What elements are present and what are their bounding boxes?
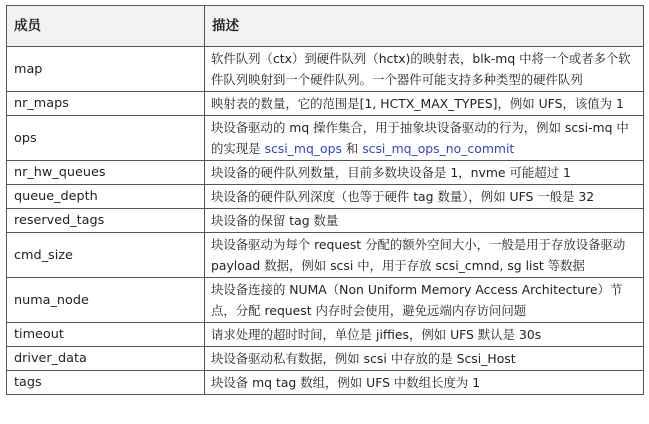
- table-row: [7, 233, 644, 278]
- description-cell: 块设备连接的 NUMA（Non Uniform Memory Access Architecture）节点，分配 request 内存时会使用，避免远端内存访问问题: [205, 278, 644, 323]
- description-text: 和: [341, 141, 363, 156]
- blk-mq-tag-set-table: [6, 5, 644, 395]
- description-cell: 软件队列（ctx）到硬件队列（hctx)的映射表，blk-mq 中将一个或者多个软件队列映射到一个硬件队列。一个器件可能支持多种类型的硬件队列: [205, 47, 644, 92]
- member-cell: nr_maps: [7, 92, 205, 116]
- description-cell: 块设备驱动为每个 request 分配的额外空间大小，一般是用于存放设备驱动 payload 数据，例如 scsi 中，用于存放 scsi_cmnd, sg list 等数据: [205, 233, 644, 278]
- member-cell: map: [7, 47, 205, 92]
- description-cell: 块设备的保留 tag 数量: [205, 209, 644, 233]
- member-cell: queue_depth: [7, 185, 205, 209]
- description-cell: 块设备的硬件队列数量，目前多数块设备是 1，nvme 可能超过 1: [205, 161, 644, 185]
- table-row: [7, 347, 644, 371]
- scsi-mq-ops-no-commit-link[interactable]: scsi_mq_ops_no_commit: [362, 141, 515, 156]
- member-cell: numa_node: [7, 278, 205, 323]
- description-text: 块设备驱动的 mq 操作集合，用于抽象块设备驱动的行为，例如 scsi-mq 中的实现是: [211, 120, 629, 156]
- member-cell: nr_hw_queues: [7, 161, 205, 185]
- table-row: [7, 278, 644, 323]
- member-cell: cmd_size: [7, 233, 205, 278]
- table-row: [7, 323, 644, 347]
- member-cell: ops: [7, 116, 205, 161]
- table-row: [7, 92, 644, 116]
- header-member: 成员: [7, 6, 205, 47]
- header-description: 描述: [205, 6, 644, 47]
- description-cell: [205, 116, 644, 161]
- scsi-mq-ops-link[interactable]: scsi_mq_ops: [264, 141, 342, 156]
- member-cell: reserved_tags: [7, 209, 205, 233]
- table-row: [7, 161, 644, 185]
- description-cell: 块设备 mq tag 数组，例如 UFS 中数组长度为 1: [205, 371, 644, 395]
- description-cell: 块设备的硬件队列深度（也等于硬件 tag 数量），例如 UFS 一般是 32: [205, 185, 644, 209]
- table-row: [7, 185, 644, 209]
- header-row: [7, 6, 644, 47]
- member-cell: driver_data: [7, 347, 205, 371]
- description-cell: 请求处理的超时时间，单位是 jiffies，例如 UFS 默认是 30s: [205, 323, 644, 347]
- table-row: [7, 116, 644, 161]
- table-row: [7, 371, 644, 395]
- member-cell: timeout: [7, 323, 205, 347]
- table-row: [7, 209, 644, 233]
- description-cell: 块设备驱动私有数据，例如 scsi 中存放的是 Scsi_Host: [205, 347, 644, 371]
- member-cell: tags: [7, 371, 205, 395]
- description-cell: 映射表的数量，它的范围是[1, HCTX_MAX_TYPES]，例如 UFS，该值为 1: [205, 92, 644, 116]
- table-row: [7, 47, 644, 92]
